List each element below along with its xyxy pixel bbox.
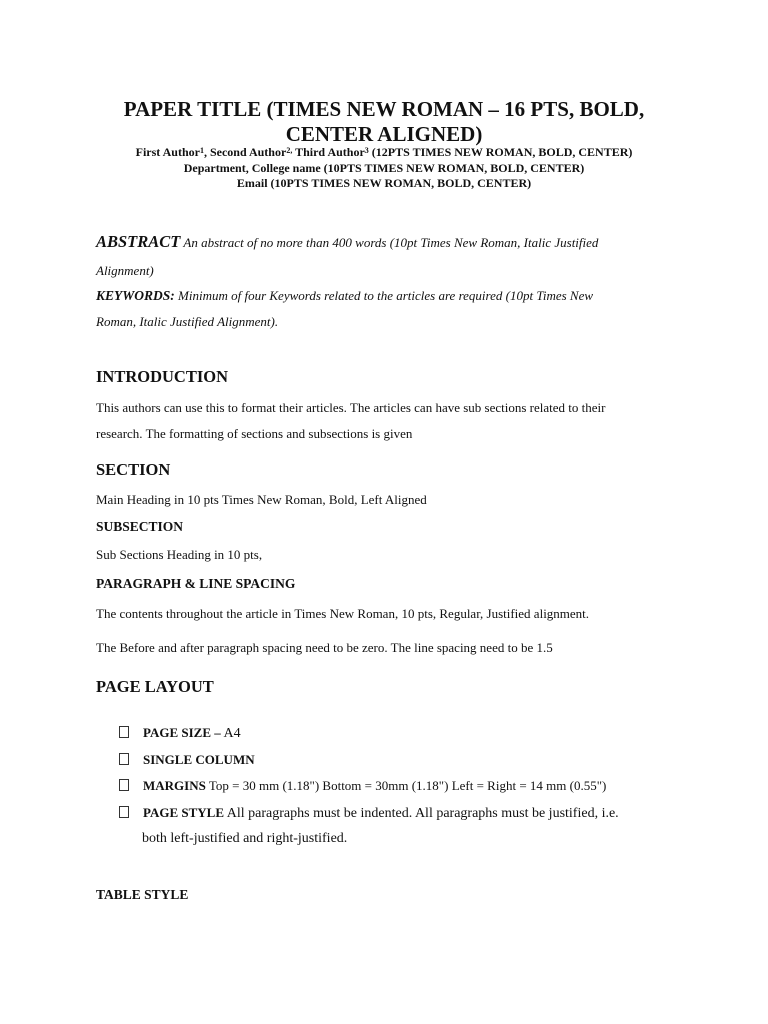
department-line: Department, College name (10PTS TIMES NEW ROMAN, BOLD, CENTER): [183, 161, 585, 175]
second-author-affiliation: 2,: [286, 146, 293, 155]
introduction-text-1: This authors can use this to format their articles. The articles can have sub sections related to their: [96, 400, 606, 415]
abstract-heading: ABSTRACT: [96, 232, 181, 251]
bullet-box-icon: [119, 726, 129, 738]
introduction-heading: INTRODUCTION: [96, 367, 229, 386]
second-author: , Second Author: [203, 145, 287, 159]
bullet-box-icon: [119, 806, 129, 818]
author-format-note: (12PTS TIMES NEW ROMAN, BOLD, CENTER): [368, 145, 633, 159]
bullet-continuation: both left-justified and right-justified.: [142, 831, 348, 846]
abstract-line-1: [96, 233, 598, 252]
bullet-label: SINGLE COLUMN: [143, 752, 255, 767]
abstract-text-1: An abstract of no more than 400 words (10pt Times New Roman, Italic Justified: [180, 235, 599, 250]
introduction-text-2: research. The formatting of sections and subsections is given: [96, 426, 413, 441]
paper-title-line-2: CENTER ALIGNED): [285, 122, 483, 146]
subsection-text: Sub Sections Heading in 10 pts,: [96, 547, 263, 562]
list-item: [119, 751, 255, 769]
paragraph-spacing-text-2: The Before and after paragraph spacing need to be zero. The line spacing need to be 1.5: [96, 640, 553, 655]
keywords-text-1: Minimum of four Keywords related to the articles are required (10pt Times New: [174, 288, 594, 303]
author-line: [0, 145, 768, 160]
keywords-heading: KEYWORDS:: [96, 288, 175, 303]
first-author: First Author: [135, 145, 200, 159]
keywords-line-2: Roman, Italic Justified Alignment).: [96, 314, 279, 329]
email-line: Email (10PTS TIMES NEW ROMAN, BOLD, CENTER): [236, 176, 532, 190]
bullet-label: PAGE SIZE –: [143, 725, 221, 740]
paragraph-spacing-heading: PARAGRAPH & LINE SPACING: [96, 576, 296, 591]
bullet-label: PAGE STYLE: [143, 805, 225, 820]
third-author: Third Author: [292, 145, 365, 159]
abstract-line-2: Alignment): [96, 263, 154, 278]
subsection-heading: SUBSECTION: [96, 519, 184, 534]
bullet-value: A4: [220, 726, 241, 741]
page-layout-heading: PAGE LAYOUT: [96, 677, 214, 696]
bullet-box-icon: [119, 779, 129, 791]
bullet-box-icon: [119, 753, 129, 765]
paper-title-line-1: PAPER TITLE (TIMES NEW ROMAN – 16 PTS, BOLD,: [123, 97, 645, 121]
paragraph-spacing-text-1: The contents throughout the article in Times New Roman, 10 pts, Regular, Justified alignment.: [96, 606, 590, 621]
list-item: [119, 804, 619, 823]
third-author-affiliation: 3: [364, 146, 369, 155]
bullet-label: MARGINS: [143, 778, 206, 793]
section-heading: SECTION: [96, 460, 171, 479]
list-item: [119, 724, 241, 743]
bullet-value: All paragraphs must be indented. All paragraphs must be justified, i.e.: [224, 806, 619, 821]
list-item: [119, 777, 606, 795]
table-style-heading: TABLE STYLE: [96, 887, 189, 902]
section-text: Main Heading in 10 pts Times New Roman, Bold, Left Aligned: [96, 492, 427, 507]
keywords-line-1: [96, 287, 593, 305]
first-author-affiliation: 1: [199, 146, 204, 155]
bullet-value: Top = 30 mm (1.18") Bottom = 30mm (1.18") Left = Right = 14 mm (0.55"): [205, 778, 607, 793]
